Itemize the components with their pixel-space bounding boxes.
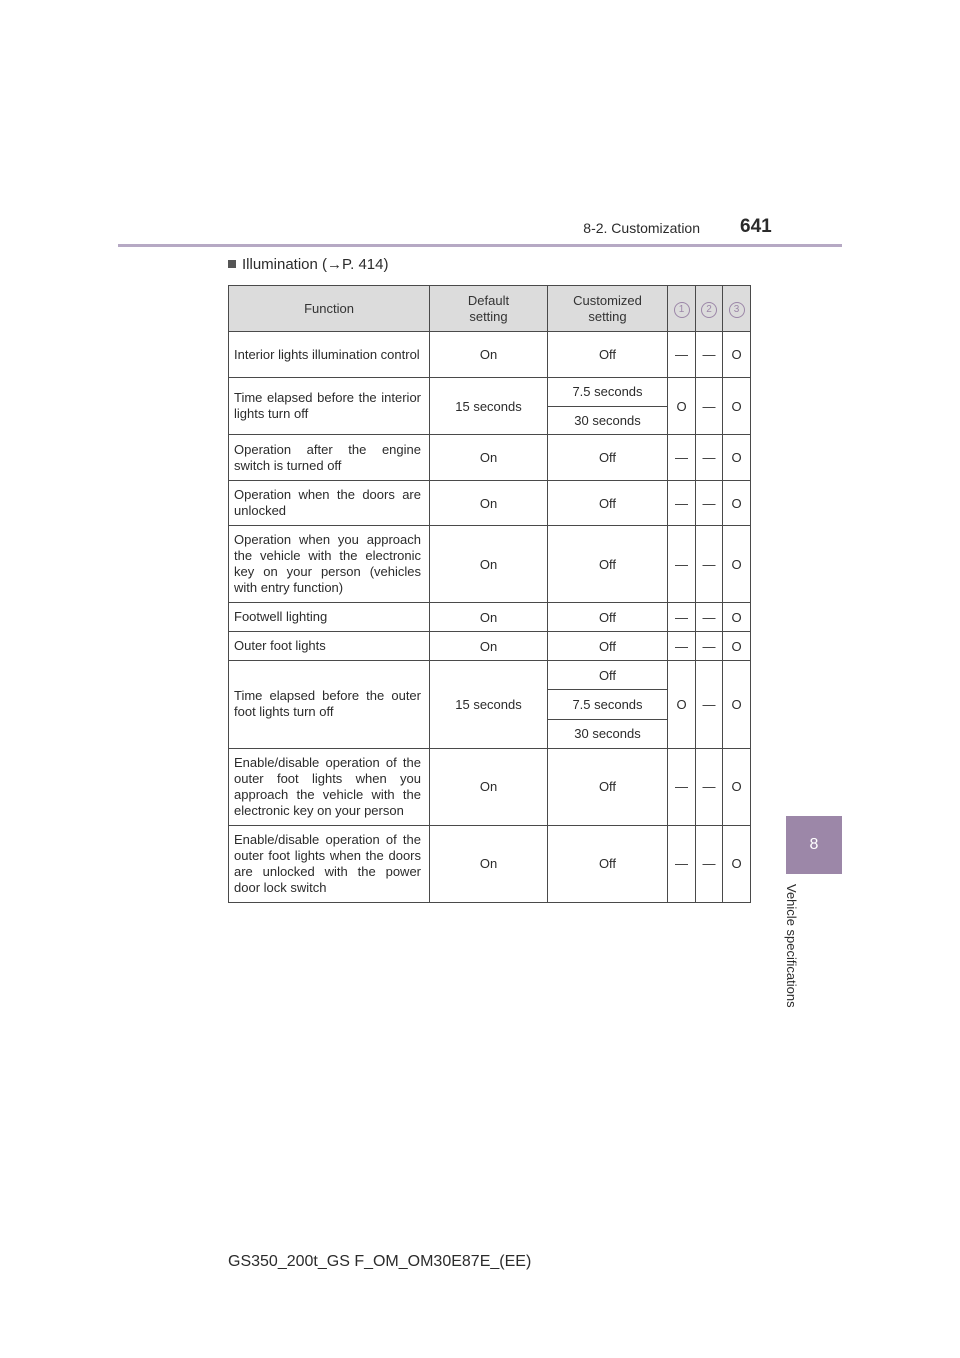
col-2-cell: — bbox=[696, 481, 723, 526]
default-setting-cell: On bbox=[430, 825, 548, 902]
document-code: GS350_200t_GS F_OM_OM30E87E_(EE) bbox=[228, 1253, 532, 1270]
default-setting-cell: On bbox=[430, 332, 548, 378]
default-setting-cell: On bbox=[430, 748, 548, 825]
header-default-setting: Default setting bbox=[430, 286, 548, 332]
default-setting-cell: On bbox=[430, 481, 548, 526]
function-cell: Operation after the engine switch is turned off bbox=[229, 435, 430, 481]
col-2-cell: — bbox=[696, 378, 723, 435]
table-row bbox=[229, 332, 751, 378]
header-col-3 bbox=[723, 286, 751, 332]
default-setting-cell: On bbox=[430, 603, 548, 632]
customization-table bbox=[228, 285, 751, 903]
table-row bbox=[229, 435, 751, 481]
col-2-cell: — bbox=[696, 435, 723, 481]
customized-setting-cell: Off bbox=[548, 481, 668, 526]
col-2-cell: — bbox=[696, 825, 723, 902]
customized-setting-cell: Off bbox=[548, 435, 668, 481]
table-header-row bbox=[229, 286, 751, 332]
table-row bbox=[229, 603, 751, 632]
default-setting-cell: On bbox=[430, 632, 548, 661]
col-2-cell: — bbox=[696, 661, 723, 749]
circled-number-icon: 2 bbox=[701, 302, 717, 318]
section-title-text: Illumination (→P. 414) bbox=[242, 256, 389, 273]
customized-setting-cell: Off bbox=[548, 661, 668, 690]
col-1-cell: — bbox=[668, 526, 696, 603]
customized-setting-cell: 7.5 seconds bbox=[548, 378, 668, 407]
customized-setting-cell: 30 seconds bbox=[548, 719, 668, 748]
customized-setting-cell: Off bbox=[548, 603, 668, 632]
chapter-label: Vehicle specifications bbox=[784, 884, 799, 1008]
col-3-cell: O bbox=[723, 748, 751, 825]
col-1-cell: — bbox=[668, 632, 696, 661]
function-cell: Footwell lighting bbox=[229, 603, 430, 632]
header-function: Function bbox=[229, 286, 430, 332]
function-cell: Time elapsed before the outer foot lights turn off bbox=[229, 661, 430, 749]
col-3-cell: O bbox=[723, 632, 751, 661]
chapter-tab[interactable]: 8 bbox=[786, 816, 842, 874]
function-cell: Operation when you approach the vehicle with the electronic key on your person (vehicles with entry function) bbox=[229, 526, 430, 603]
customized-setting-cell: Off bbox=[548, 332, 668, 378]
default-setting-cell: On bbox=[430, 526, 548, 603]
col-2-cell: — bbox=[696, 603, 723, 632]
function-cell: Operation when the doors are unlocked bbox=[229, 481, 430, 526]
col-1-cell: O bbox=[668, 661, 696, 749]
customized-setting-cell: Off bbox=[548, 748, 668, 825]
col-3-cell: O bbox=[723, 435, 751, 481]
col-3-cell: O bbox=[723, 481, 751, 526]
section-title bbox=[228, 256, 388, 273]
col-3-cell: O bbox=[723, 603, 751, 632]
table-row bbox=[229, 661, 751, 690]
function-cell: Interior lights illumination control bbox=[229, 332, 430, 378]
default-setting-cell: 15 seconds bbox=[430, 378, 548, 435]
col-1-cell: — bbox=[668, 825, 696, 902]
table-row bbox=[229, 526, 751, 603]
col-1-cell: — bbox=[668, 332, 696, 378]
header-divider bbox=[118, 244, 842, 247]
table-row bbox=[229, 632, 751, 661]
customized-setting-cell: 30 seconds bbox=[548, 406, 668, 435]
function-cell: Time elapsed before the interior lights turn off bbox=[229, 378, 430, 435]
col-3-cell: O bbox=[723, 378, 751, 435]
customized-setting-cell: Off bbox=[548, 825, 668, 902]
col-2-cell: — bbox=[696, 526, 723, 603]
page-number: 641 bbox=[740, 216, 772, 237]
col-1-cell: O bbox=[668, 378, 696, 435]
default-setting-cell: 15 seconds bbox=[430, 661, 548, 749]
col-3-cell: O bbox=[723, 332, 751, 378]
col-3-cell: O bbox=[723, 661, 751, 749]
col-2-cell: — bbox=[696, 332, 723, 378]
col-1-cell: — bbox=[668, 603, 696, 632]
function-cell: Enable/disable operation of the outer foot lights when you approach the vehicle with the electronic key on your person bbox=[229, 748, 430, 825]
col-2-cell: — bbox=[696, 632, 723, 661]
square-bullet-icon bbox=[228, 260, 236, 268]
customized-setting-cell: Off bbox=[548, 526, 668, 603]
table-row bbox=[229, 481, 751, 526]
table-row bbox=[229, 825, 751, 902]
customized-setting-cell: 7.5 seconds bbox=[548, 690, 668, 719]
col-1-cell: — bbox=[668, 748, 696, 825]
customized-setting-cell: Off bbox=[548, 632, 668, 661]
table-row bbox=[229, 378, 751, 407]
col-3-cell: O bbox=[723, 526, 751, 603]
function-cell: Outer foot lights bbox=[229, 632, 430, 661]
header-col-2 bbox=[696, 286, 723, 332]
circled-number-icon: 3 bbox=[729, 302, 745, 318]
function-cell: Enable/disable operation of the outer foot lights when the doors are unlocked with the power door lock switch bbox=[229, 825, 430, 902]
header-customized-setting: Customized setting bbox=[548, 286, 668, 332]
circled-number-icon: 1 bbox=[674, 302, 690, 318]
header-section-title: 8-2. Customization bbox=[583, 220, 700, 236]
col-1-cell: — bbox=[668, 435, 696, 481]
default-setting-cell: On bbox=[430, 435, 548, 481]
col-1-cell: — bbox=[668, 481, 696, 526]
header-col-1 bbox=[668, 286, 696, 332]
table-row bbox=[229, 748, 751, 825]
col-3-cell: O bbox=[723, 825, 751, 902]
col-2-cell: — bbox=[696, 748, 723, 825]
